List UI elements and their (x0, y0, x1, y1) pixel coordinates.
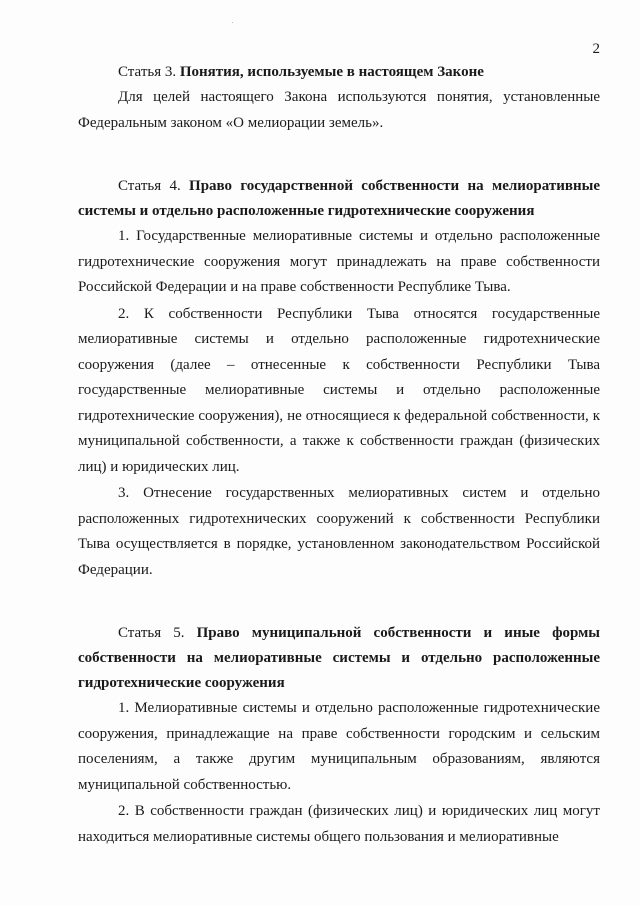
section-spacer (78, 137, 600, 174)
article-number: Статья 4. (118, 178, 181, 194)
article-3 (78, 60, 600, 136)
article-paragraph: 1. Мелиоративные системы и отдельно расположенные гидротехнические сооружения, принадлежащие на праве собственности городским и сельским поселениям, а также другим муниципальным образованиям, являются муниципальной собственностью. (78, 700, 600, 793)
article-5 (78, 621, 600, 850)
document-body (78, 60, 600, 851)
scan-speck (232, 22, 233, 23)
section-spacer (78, 584, 600, 621)
page-number: 2 (592, 41, 600, 57)
article-4 (78, 174, 600, 583)
article-number: Статья 5. (118, 625, 185, 641)
article-paragraph: 2. К собственности Республики Тыва относятся государственные мелиоративные системы и отдельно расположенные гидротехнические сооружения (далее – отнесенные к собственности Республики Тыва государственные мелиоративные системы и отдельно расположенные гидротехнические сооружения), не относящиеся к федеральной собственности, к муниципальной собственности, а также к собственности граждан (физических лиц) и юридических лиц. (78, 305, 600, 475)
article-title: Право государственной собственности на мелиоративные системы и отдельно расположенные гидротехнические сооружения (78, 178, 600, 219)
article-title: Понятия, используемые в настоящем Законе (179, 64, 484, 80)
article-number: Статья 3. (118, 64, 177, 80)
article-paragraph: 3. Отнесение государственных мелиоративных систем и отдельно расположенных гидротехнических сооружений к собственности Республики Тыва осуществляется в порядке, установленном законодательством Российской Федерации. (78, 485, 600, 578)
article-title: Право муниципальной собственности и иные формы собственности на мелиоративные системы и отдельно расположенные гидротехнические сооружения (78, 625, 600, 691)
article-paragraph: Для целей настоящего Закона используются понятия, установленные Федеральным законом «О мелиорации земель». (78, 89, 600, 131)
article-paragraph: 1. Государственные мелиоративные системы и отдельно расположенные гидротехнические сооружения могут принадлежать на праве собственности Российской Федерации и на праве собственности Республике Тыва. (78, 228, 600, 295)
article-heading (78, 174, 600, 224)
article-heading (78, 621, 600, 696)
article-paragraph: 2. В собственности граждан (физических лиц) и юридических лиц могут находиться мелиоративные системы общего пользования и мелиоративные (78, 803, 600, 845)
article-heading (78, 60, 600, 85)
